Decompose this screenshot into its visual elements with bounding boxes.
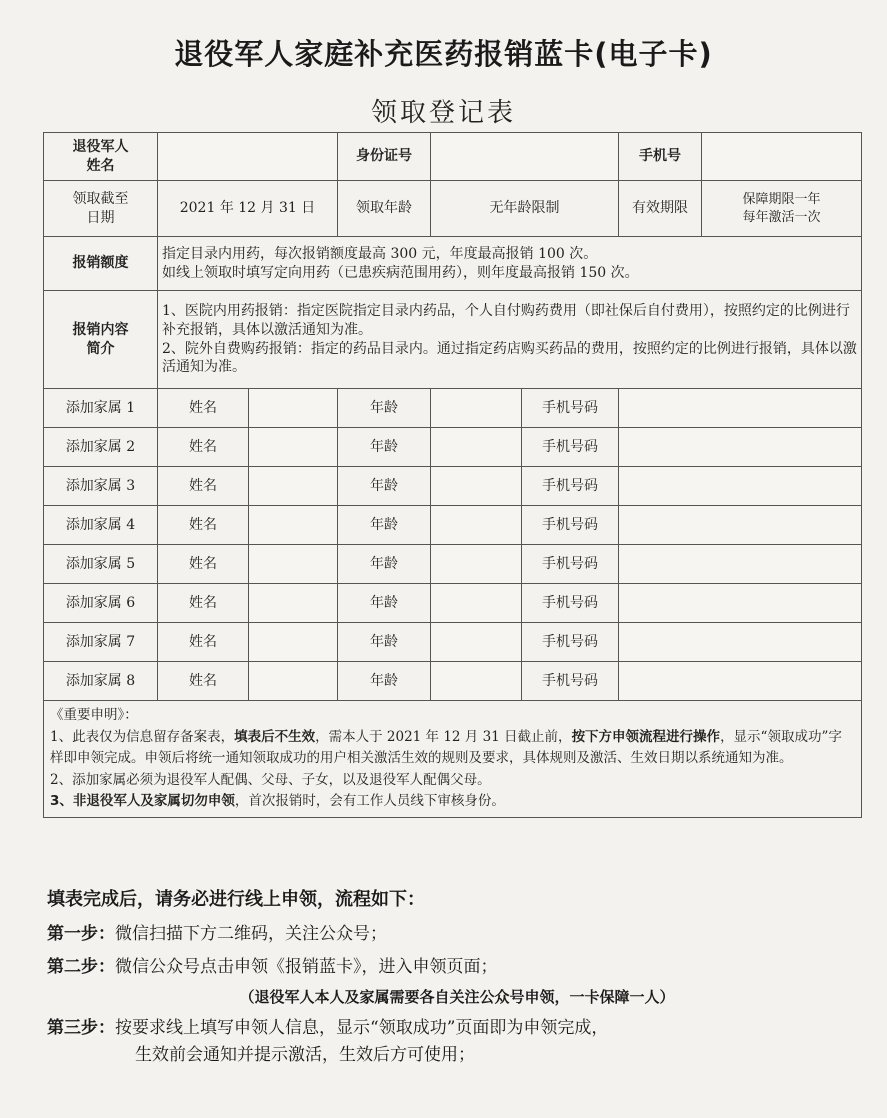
step-1-text: 微信扫描下方二维码，关注公众号； (115, 923, 387, 944)
family-age-label: 年龄 (338, 506, 431, 545)
registration-table (43, 132, 862, 818)
validity-label: 有效期限 (619, 181, 702, 237)
family-name-field[interactable] (249, 506, 338, 545)
family-name-label: 姓名 (158, 623, 249, 662)
family-age-field[interactable] (431, 662, 522, 701)
family-age-field[interactable] (431, 389, 522, 428)
family-name-field[interactable] (249, 623, 338, 662)
family-row-label: 添加家属 1 (44, 389, 158, 428)
step-1-label: 第一步： (47, 923, 115, 944)
quota-label: 报销额度 (44, 237, 158, 291)
step-3 (47, 1015, 867, 1042)
family-phone-field[interactable] (619, 623, 862, 662)
family-row (44, 584, 862, 623)
veteran-info-row (44, 133, 862, 181)
family-phone-field[interactable] (619, 662, 862, 701)
family-row (44, 506, 862, 545)
family-phone-label: 手机号码 (522, 428, 619, 467)
family-phone-label: 手机号码 (522, 584, 619, 623)
note-3 (50, 791, 855, 813)
family-name-field[interactable] (249, 545, 338, 584)
note-1-text: 1、此表仅为信息留存备案表， (50, 728, 235, 745)
family-row (44, 623, 862, 662)
family-phone-label: 手机号码 (522, 662, 619, 701)
family-phone-label: 手机号码 (522, 467, 619, 506)
step-3-label: 第三步： (47, 1018, 115, 1039)
family-name-label: 姓名 (158, 467, 249, 506)
age-label: 领取年龄 (338, 181, 431, 237)
page-subtitle: 领取登记表 (370, 98, 516, 128)
family-row (44, 428, 862, 467)
family-name-label: 姓名 (158, 545, 249, 584)
veteran-name-label: 退役军人 姓名 (44, 133, 158, 181)
family-age-label: 年龄 (338, 623, 431, 662)
family-row-label: 添加家属 2 (44, 428, 158, 467)
content-row (44, 291, 862, 389)
family-name-label: 姓名 (158, 662, 249, 701)
id-number-label: 身份证号 (338, 133, 431, 181)
family-age-field[interactable] (431, 467, 522, 506)
family-row-label: 添加家属 3 (44, 467, 158, 506)
family-name-label: 姓名 (158, 428, 249, 467)
quota-row (44, 237, 862, 291)
step-2 (47, 954, 867, 981)
family-row-label: 添加家属 4 (44, 506, 158, 545)
note-1 (50, 727, 855, 770)
note-3-emphasis: 3、非退役军人及家属切勿申领 (50, 793, 235, 810)
step-2-note: （退役军人本人及家属需要各自关注公众号申领，一卡保障一人） (239, 988, 675, 1007)
family-age-field[interactable] (431, 545, 522, 584)
family-age-label: 年龄 (338, 389, 431, 428)
note-2: 2、添加家属必须为退役军人配偶、父母、子女，以及退役军人配偶父母。 (50, 771, 491, 788)
family-name-label: 姓名 (158, 584, 249, 623)
validity-value: 保障期限一年 每年激活一次 (702, 181, 862, 237)
age-value: 无年龄限制 (431, 181, 619, 237)
family-name-label: 姓名 (158, 389, 249, 428)
notes-heading: 《重要申明》： (50, 707, 138, 723)
step-3-continued: 生效前会通知并提示激活，生效后方可使用； (135, 1045, 475, 1066)
deadline-value: 2021 年 12 月 31 日 (158, 181, 338, 237)
family-row (44, 389, 862, 428)
family-age-field[interactable] (431, 623, 522, 662)
family-age-label: 年龄 (338, 662, 431, 701)
note-1-emphasis: 填表后不生效 (234, 728, 316, 745)
family-name-label: 姓名 (158, 506, 249, 545)
step-2-label: 第二步： (47, 956, 115, 977)
note-1-emphasis: 按下方申领流程进行操作 (571, 728, 721, 745)
family-row-label: 添加家属 6 (44, 584, 158, 623)
family-age-label: 年龄 (338, 428, 431, 467)
id-number-field[interactable] (431, 133, 619, 181)
content-label: 报销内容 简介 (44, 291, 158, 389)
family-age-label: 年龄 (338, 584, 431, 623)
family-phone-field[interactable] (619, 506, 862, 545)
phone-field[interactable] (702, 133, 862, 181)
family-phone-label: 手机号码 (522, 545, 619, 584)
veteran-name-field[interactable] (158, 133, 338, 181)
family-name-field[interactable] (249, 584, 338, 623)
step-2-text: 微信公众号点击申领《报销蓝卡》，进入申领页面； (115, 956, 498, 977)
family-age-label: 年龄 (338, 545, 431, 584)
family-row-label: 添加家属 8 (44, 662, 158, 701)
family-age-label: 年龄 (338, 467, 431, 506)
note-3-text: ，首次报销时，会有工作人员线下审核身份。 (234, 793, 505, 810)
step-3-text: 按要求线上填写申领人信息，显示“领取成功”页面即为申领完成， (115, 1018, 609, 1039)
step-1 (47, 921, 867, 948)
family-row (44, 662, 862, 701)
family-row (44, 467, 862, 506)
family-phone-field[interactable] (619, 467, 862, 506)
family-phone-field[interactable] (619, 428, 862, 467)
family-row (44, 545, 862, 584)
process-section (47, 886, 867, 1070)
family-phone-field[interactable] (619, 545, 862, 584)
family-name-field[interactable] (249, 428, 338, 467)
family-phone-field[interactable] (619, 389, 862, 428)
notes-row (44, 701, 862, 818)
process-heading: 填表完成后，请务必进行线上申领，流程如下： (47, 889, 425, 910)
family-name-field[interactable] (249, 662, 338, 701)
content-text: 1、医院内用药报销：指定医院指定目录内药品，个人自付购药费用（即社保后自付费用），按照约定的比例进行补充报销，具体以激活通知为准。 2、院外自费购药报销：指定的药品目录内。通过指定药店购买药品的费用，按照约定的比例进行报销，具体以激活通知为准。 (158, 291, 862, 389)
family-phone-label: 手机号码 (522, 623, 619, 662)
quota-text: 指定目录内用药，每次报销额度最高 300 元，年度最高报销 100 次。 如线上领取时填写定向用药（已患疾病范围用药），则年度最高报销 150 次。 (158, 237, 862, 291)
note-1-text: ，需本人于 2021 年 12 月 31 日截止前， (315, 728, 572, 745)
family-name-field[interactable] (249, 467, 338, 506)
family-name-field[interactable] (249, 389, 338, 428)
family-age-field[interactable] (431, 506, 522, 545)
family-phone-field[interactable] (619, 584, 862, 623)
family-age-field[interactable] (431, 428, 522, 467)
deadline-row (44, 181, 862, 237)
family-age-field[interactable] (431, 584, 522, 623)
note-1-text: ，显示“领取成功”字样即申领完成。申领后将统一通知领取成功的用户相关激活生效的规则及要求，具体规则及激活、生效日期以系统通知为准。 (50, 728, 842, 767)
page-title: 退役军人家庭补充医药报销蓝卡(电子卡) (174, 37, 713, 71)
important-notes (44, 701, 862, 818)
deadline-label: 领取截至 日期 (44, 181, 158, 237)
phone-label: 手机号 (619, 133, 702, 181)
family-phone-label: 手机号码 (522, 389, 619, 428)
family-row-label: 添加家属 5 (44, 545, 158, 584)
family-phone-label: 手机号码 (522, 506, 619, 545)
family-row-label: 添加家属 7 (44, 623, 158, 662)
